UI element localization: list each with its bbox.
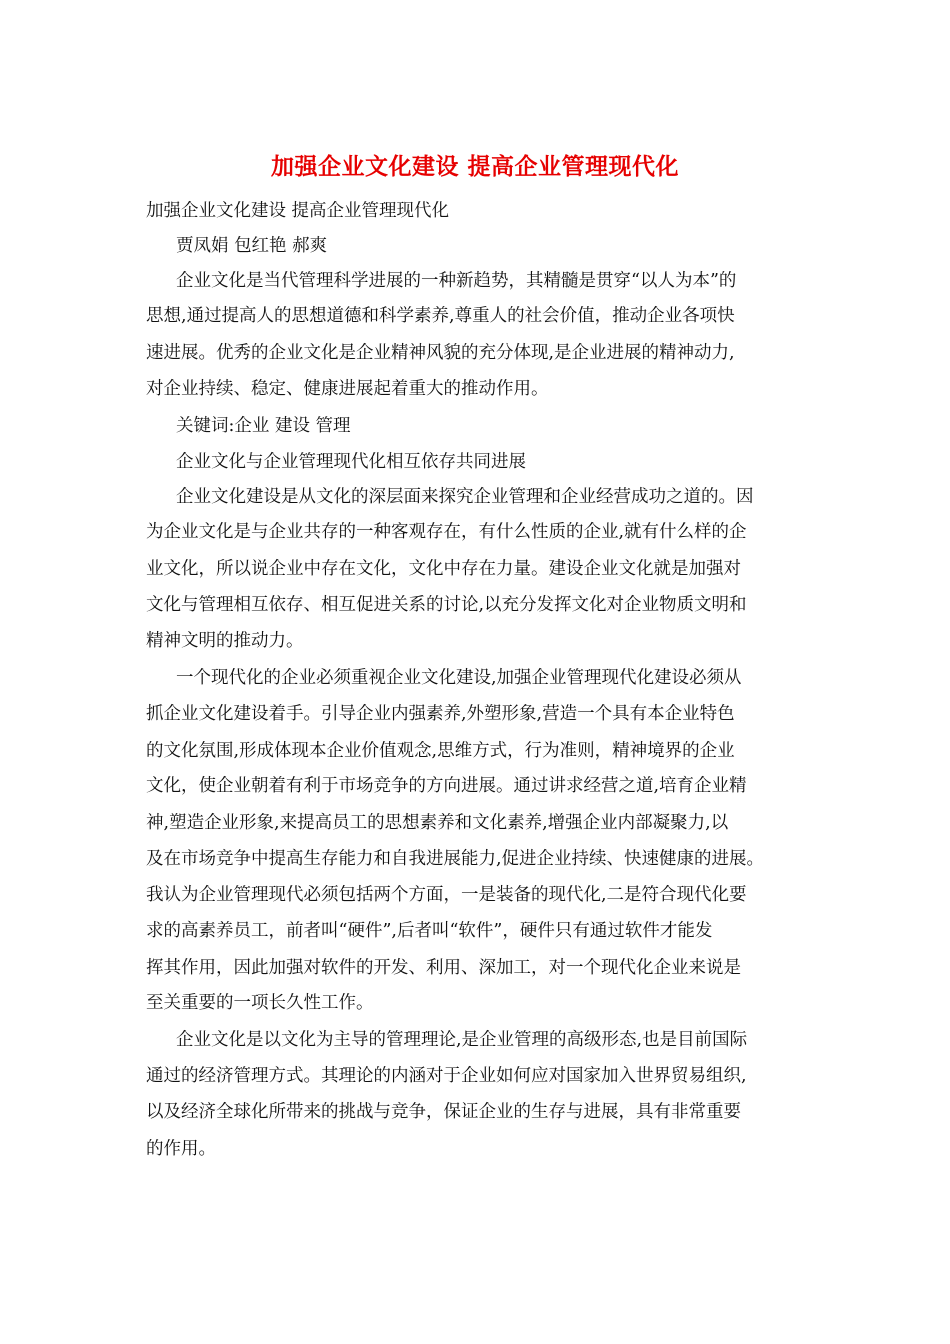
paragraph-line: 业文化，所以说企业中存在文化，文化中存在力量。建设企业文化就是加强对 bbox=[146, 559, 741, 579]
paragraph-line: 的作用。 bbox=[146, 1139, 216, 1159]
paragraph-line: 挥其作用，因此加强对软件的开发、利用、深加工，对一个现代化企业来说是 bbox=[146, 958, 741, 978]
keywords: 关键词:企业 建设 管理 bbox=[176, 416, 351, 436]
paragraph-line: 精神文明的推动力。 bbox=[146, 631, 304, 651]
paragraph-line: 速进展。优秀的企业文化是企业精神风貌的充分体现,是企业进展的精神动力, bbox=[146, 343, 735, 363]
paragraph-line: 企业文化是当代管理科学进展的一种新趋势，其精髓是贯穿“以人为本”的 bbox=[176, 271, 737, 291]
paragraph-line: 至关重要的一项长久性工作。 bbox=[146, 993, 374, 1013]
paragraph-line: 企业文化建设是从文化的深层面来探究企业管理和企业经营成功之道的。因 bbox=[176, 487, 754, 507]
paragraph-line: 的文化氛围,形成体现本企业价值观念,思维方式，行为准则，精神境界的企业 bbox=[146, 741, 735, 761]
section-heading: 企业文化与企业管理现代化相互依存共同进展 bbox=[176, 452, 526, 472]
paragraph-line: 为企业文化是与企业共存的一种客观存在，有什么性质的企业,就有什么样的企 bbox=[146, 522, 747, 542]
paragraph-line: 一个现代化的企业必须重视企业文化建设,加强企业管理现代化建设必须从 bbox=[176, 668, 742, 688]
paragraph-line: 求的高素养员工，前者叫“硬件”,后者叫“软件”，硬件只有通过软件才能发 bbox=[146, 921, 713, 941]
paragraph-line: 对企业持续、稳定、健康进展起着重大的推动作用。 bbox=[146, 379, 549, 399]
paragraph-line: 思想,通过提高人的思想道德和科学素养,尊重人的社会价值，推动企业各项快 bbox=[146, 306, 735, 326]
document-title: 加强企业文化建设 提高企业管理现代化 bbox=[270, 153, 679, 180]
subtitle: 加强企业文化建设 提高企业管理现代化 bbox=[146, 201, 450, 221]
paragraph-line: 通过的经济管理方式。其理论的内涵对于企业如何应对国家加入世界贸易组织, bbox=[146, 1066, 747, 1086]
paragraph-line: 以及经济全球化所带来的挑战与竞争，保证企业的生存与进展，具有非常重要 bbox=[146, 1102, 741, 1122]
paragraph-line: 抓企业文化建设着手。引导企业内强素养,外塑形象,营造一个具有本企业特色 bbox=[146, 704, 735, 724]
paragraph-line: 神,塑造企业形象,来提高员工的思想素养和文化素养,增强企业内部凝聚力,以 bbox=[146, 813, 729, 833]
paragraph-line: 我认为企业管理现代必须包括两个方面，一是装备的现代化,二是符合现代化要 bbox=[146, 885, 747, 905]
paragraph-line: 企业文化是以文化为主导的管理理论,是企业管理的高级形态,也是目前国际 bbox=[176, 1030, 748, 1050]
paragraph-line: 及在市场竞争中提高生存能力和自我进展能力,促进企业持续、快速健康的进展。 bbox=[146, 849, 765, 869]
authors: 贾凤娟 包红艳 郝爽 bbox=[176, 236, 328, 256]
paragraph-line: 文化，使企业朝着有利于市场竞争的方向进展。通过讲求经营之道,培育企业精 bbox=[146, 776, 747, 796]
paragraph-line: 文化与管理相互依存、相互促进关系的讨论,以充分发挥文化对企业物质文明和 bbox=[146, 595, 747, 615]
